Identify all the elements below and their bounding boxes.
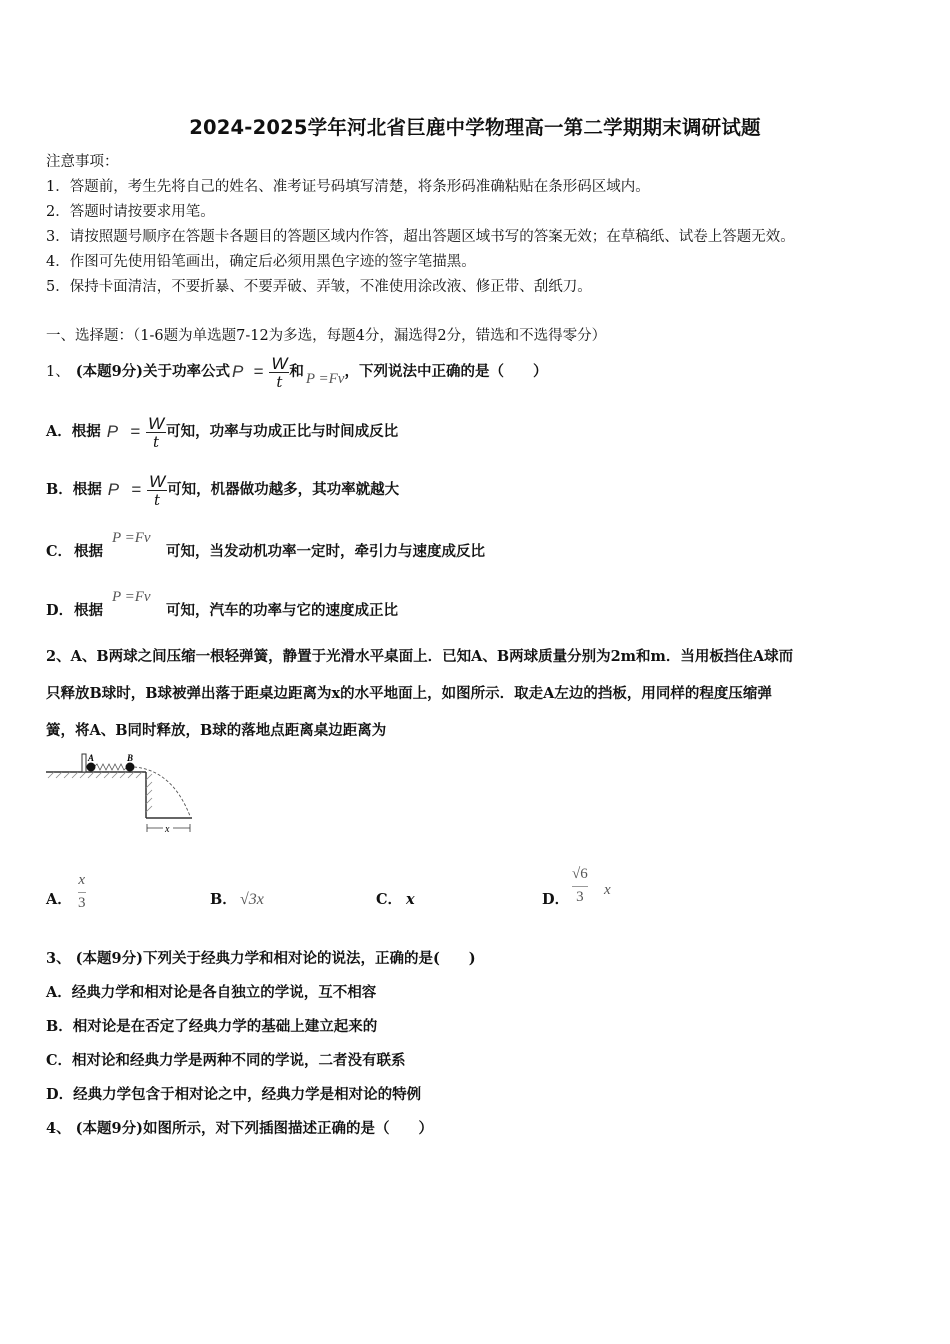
question-3-stem: 3、 (本题9分)下列关于经典力学和相对论的说法，正确的是( ) [46,950,476,967]
section-heading: 一、选择题：（1-6题为单选题7-12为多选，每题4分，漏选得2分，错选和不选得零分） [46,328,607,344]
page-title: 2024-2025学年河北省巨鹿中学物理高一第二学期期末调研试题 [189,116,761,139]
question-1-stem: 1、 (本题9分) 关于功率公式 P = $\frac{W}{t}$ 和 P =Fv ，下列说法中正确的是（ ） [46,353,548,391]
question-2-line: 簧，将A、B同时释放，B球的落地点距离桌边距离为 [46,722,387,739]
notice-item: 1．答题前，考生先将自己的姓名、准考证号码填写清楚，将条形码准确粘贴在条形码区域内。 [46,179,650,195]
question-2-line: 只释放B球时，B球被弹出落于距桌边距离为x的水平地面上，如图所示．取走A左边的挡板，用同样的程度压缩弹 [46,685,772,702]
question-2-line: 2、A、B两球之间压缩一根轻弹簧，静置于光滑水平桌面上．已知A、B两球质量分别为2m和m．当用板挡住A球而 [46,648,794,665]
notice-item: 3．请按照题号顺序在答题卡各题目的答题区域内作答，超出答题区域书写的答案无效；在草稿纸、试卷上答题无效。 [46,229,795,245]
question-3-option: A．经典力学和相对论是各自独立的学说，互不相容 [46,984,377,1001]
question-4-stem: 4、 (本题9分)如图所示，对下列插图描述正确的是（ ） [46,1120,433,1137]
notice-heading: 注意事项： [46,154,119,170]
formula-p: P [232,362,244,381]
notice-item: 5．保持卡面清洁，不要折暴、不要弄破、弄皱，不准使用涂改液、修正带、刮纸刀。 [46,279,592,295]
question-3-option: B．相对论是在否定了经典力学的基础上建立起来的 [46,1018,378,1035]
question-3-option: C．相对论和经典力学是两种不同的学说，二者没有联系 [46,1052,406,1069]
question-1-option-b: B． 根据 P = $\frac{W}{t}$ 可知，机器做功越多，其功率就越大 [46,471,400,509]
notice-item: 4．作图可先使用铅笔画出，确定后必须用黑色字迹的签字笔描黑。 [46,254,476,270]
formula-w-over-t: $\frac{W}{t}$ [271,353,288,391]
question-2-option-d: D． $\frac{√6}{3}$ x [542,866,611,908]
question-3-option: D．经典力学包含于相对论之中，经典力学是相对论的特例 [46,1086,422,1103]
label-x: x [165,824,170,835]
notice-item: 2．答题时请按要求用笔。 [46,204,215,220]
label-b: B [127,753,134,763]
question-1-option-a: A． 根据 P = $\frac{W}{t}$ 可知，功率与功成正比与时间成反比 [46,413,399,451]
label-a: A [88,753,95,763]
formula-p-fv: P =Fv [305,371,345,387]
spring-table-figure [44,752,194,838]
